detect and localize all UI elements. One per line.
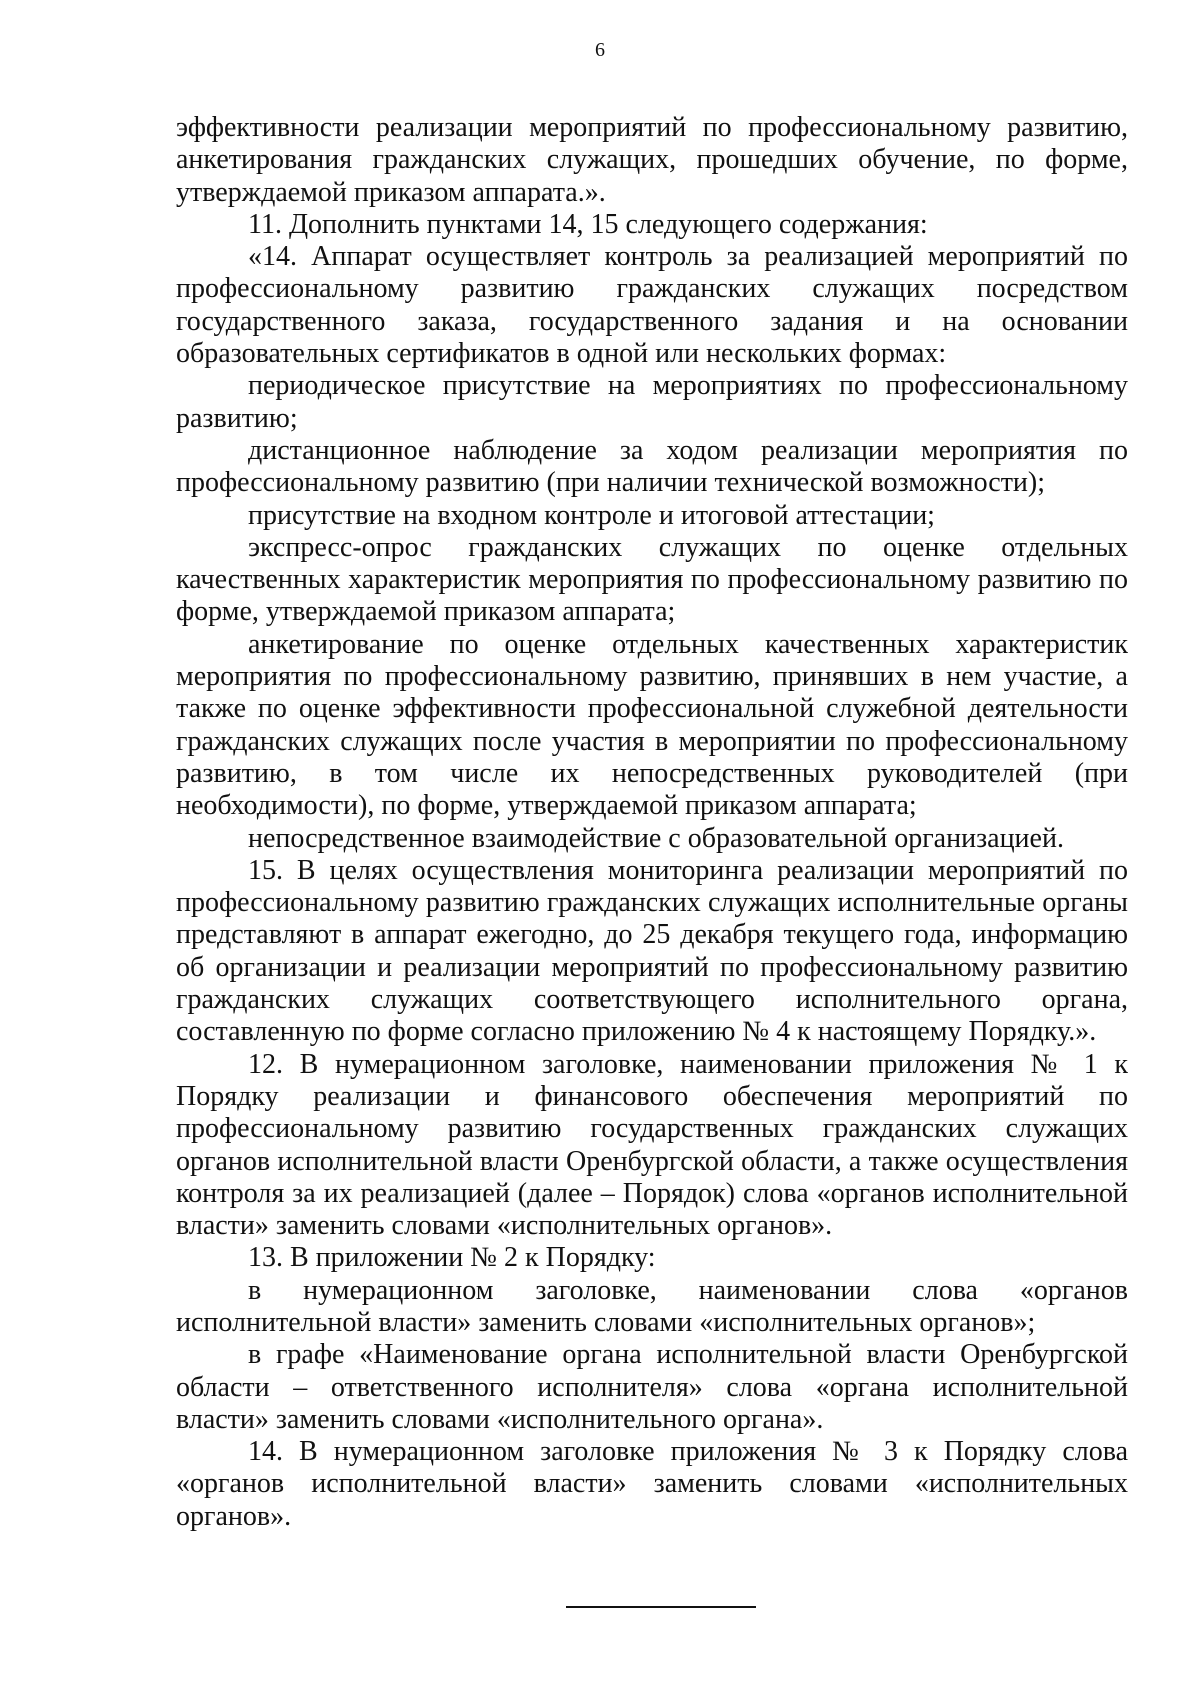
closing-divider <box>566 1606 756 1608</box>
paragraph-item-13-sub-1: в нумерационном заголовке, наименовании слова «органов исполнительной власти» заменить словами «исполнительных органов»; <box>176 1274 1128 1338</box>
paragraph-control-form-6: непосредственное взаимодействие с образовательной организацией. <box>248 822 1064 854</box>
paragraph-item-14: 14. В нумерационном заголовке приложения № 3 к Порядку слова «органов исполнительной власти» заменить словами «исполнительных органов». <box>176 1436 1128 1532</box>
paragraph-control-form-2: дистанционное наблюдение за ходом реализации мероприятия по профессиональному развитию (при наличии технической возможности); <box>176 434 1128 499</box>
paragraph-control-form-5: анкетирование по оценке отдельных качественных характеристик мероприятия по профессиональному развитию, принявших в нем участие, а также по оценке эффективности профессиональной служебной деятельности гражданских служащих после участия в мероприятии по профессиональному развитию, в том числе их непосредственных руководителей (при необходимости), по форме, утверждаемой приказом аппарата; <box>176 628 1128 822</box>
paragraph-item-13: 13. В приложении № 2 к Порядку: <box>248 1242 656 1274</box>
paragraph-item-13-sub-2: в графе «Наименование органа исполнительной власти Оренбургской области – ответственного исполнителя» слова «органа исполнительной власти» заменить словами «исполнительного органа». <box>176 1339 1128 1435</box>
paragraph-control-form-3: присутствие на входном контроле и итоговой аттестации; <box>248 499 935 531</box>
paragraph-item-11: 11. Дополнить пунктами 14, 15 следующего содержания: <box>248 208 928 240</box>
document-body <box>176 112 1128 1533</box>
paragraph-point-15: 15. В целях осуществления мониторинга реализации мероприятий по профессиональному развитию гражданских служащих исполнительные органы представляют в аппарат ежегодно, до 25 декабря текущего года, информацию об организации и реализации мероприятий по профессиональному развитию гражданских служащих соответствующего исполнительного органа, составленную по форме согласно приложению № 4 к настоящему Порядку.». <box>176 854 1128 1048</box>
paragraph-control-form-4: экспресс-опрос гражданских служащих по оценке отдельных качественных характеристик мероприятия по профессиональному развитию по форме, утверждаемой приказом аппарата; <box>176 531 1128 628</box>
paragraph-control-form-1: периодическое присутствие на мероприятиях по профессиональному развитию; <box>176 370 1128 434</box>
paragraph-continuation: эффективности реализации мероприятий по профессиональному развитию, анкетирования гражданских служащих, прошедших обучение, по форме, утверждаемой приказом аппарата.». <box>176 112 1128 208</box>
paragraph-item-12: 12. В нумерационном заголовке, наименовании приложения № 1 к Порядку реализации и финансового обеспечения мероприятий по профессиональному развитию государственных гражданских служащих органов исполнительной власти Оренбургской области, а также осуществления контроля за их реализацией (далее – Порядок) слова «органов исполнительной власти» заменить словами «исполнительных органов». <box>176 1048 1128 1242</box>
page-number: 6 <box>595 39 605 61</box>
paragraph-point-14: «14. Аппарат осуществляет контроль за реализацией мероприятий по профессиональному развитию гражданских служащих посредством государственного заказа, государственного задания и на основании образовательных сертификатов в одной или нескольких формах: <box>176 241 1128 370</box>
